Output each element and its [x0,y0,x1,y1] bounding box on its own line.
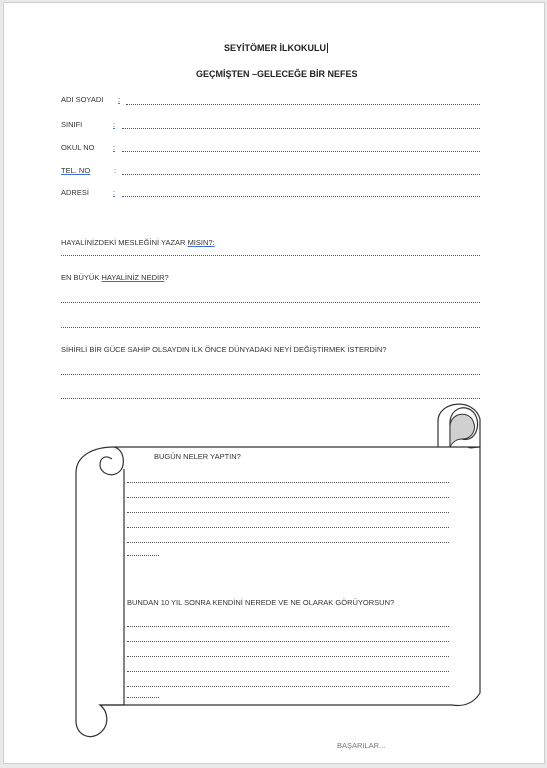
field-label-phone: TEL. NO [61,166,91,175]
document-page [3,2,545,764]
footer-text: BAŞARILAR... [337,741,386,750]
field-label-school-no: OKUL NO [61,143,95,152]
question-dream-job: HAYALİNİZDEKİ MESLEĞİNİ YAZAR MISIN?: [61,238,215,247]
question-magic-power: SİHİRLİ BİR GÜCE SAHİP OLSAYDIN İLK ÖNCE DÜNYADAKİ NEYİ DEĞİŞTİRMEK İSTERDİN? [61,345,387,354]
field-sep-class: : [113,120,116,129]
question-ten-years: BUNDAN 10 YIL SONRA KENDİNİ NEREDE VE NE OLARAK GÖRÜYORSUN? [127,598,395,607]
answer-line [127,542,449,543]
answer-line-short [127,555,159,556]
school-name: SEYİTÖMER İLKOKULU [224,43,327,53]
answer-line [127,527,449,528]
scroll-frame [4,3,544,763]
answer-line [127,626,449,627]
question-biggest-dream: EN BÜYÜK HAYALİNİZ NEDİR? [61,273,169,282]
field-label-name: ADI SOYADI [61,95,104,104]
field-sep-address: : [113,188,116,197]
field-sep-name: : [118,95,121,104]
field-label-address: ADRESİ [61,188,89,197]
answer-line [127,641,449,642]
answer-line [127,497,449,498]
answer-line [127,656,449,657]
question-today: BUGÜN NELER YAPTIN? [154,452,241,461]
answer-line [127,512,449,513]
field-sep-phone: : [114,166,117,175]
field-label-class: SINIFI [61,120,83,129]
answer-line [127,686,449,687]
answer-line [127,671,449,672]
answer-line-short [127,697,159,698]
document-subtitle: GEÇMİŞTEN –GELECEĞE BİR NEFES [196,69,358,79]
answer-line [127,482,449,483]
field-sep-school-no: : [113,143,116,152]
